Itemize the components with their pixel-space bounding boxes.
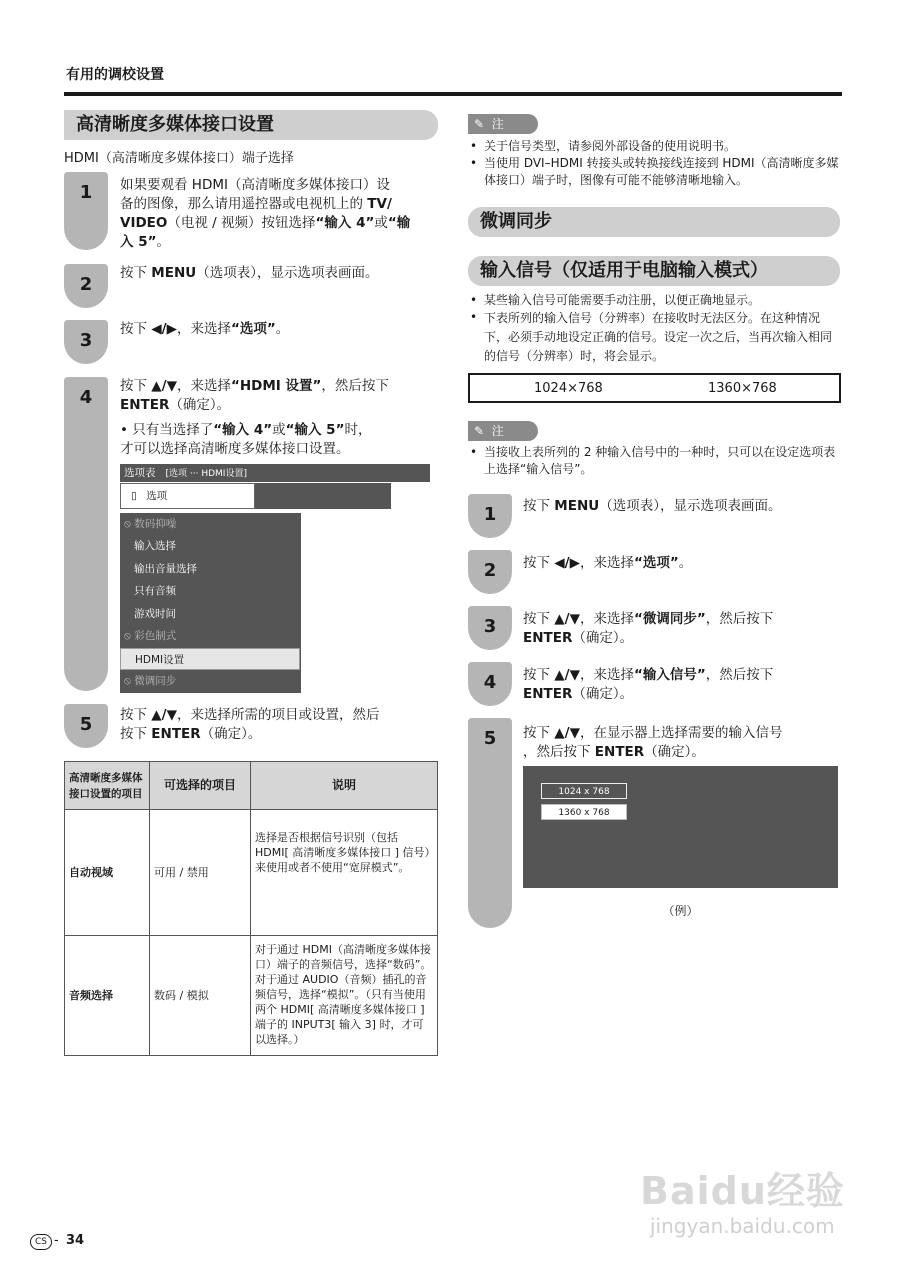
menu-item-noise-reduction: ⦸ 数码抑噪: [124, 518, 177, 530]
menu-item-fine-sync: ⦸ 微调同步: [124, 675, 177, 687]
step-2-text: 按下 MENU（选项表），显示选项表画面。: [120, 265, 379, 281]
osd-tab-bar: [255, 483, 391, 509]
table-row: 自动视域 可用 / 禁用 选择是否根据信号识别（包括 HDMI[ 高清晰度多媒体接口 ] 信号）来使用或者不使用“宽屏模式”。: [65, 810, 438, 936]
list-item: • 当使用 DVI–HDMI 转接头或转换接线连接到 HDMI（高清晰度多媒体接口）端子时，图像有可能不能够清晰地输入。: [470, 156, 839, 187]
resolution-option-1360[interactable]: 1360 x 768: [541, 804, 627, 820]
step-4-badge: 4: [64, 377, 108, 691]
resolution-box: [468, 373, 841, 403]
signal-select-screen: [523, 766, 838, 888]
note-badge-2: ✎ 注: [468, 421, 538, 441]
step-4-text: 按下 ▲/▼，来选择“HDMI 设置”，然后按下 ENTER（确定）。 • 只有当选择了“输入 4”或“输入 5”时， 才可以选择高清晰度多媒体接口设置。: [120, 378, 389, 457]
table-header-item: 高清晰度多媒体 接口设置的项目: [65, 762, 150, 810]
screen-caption: （例）: [662, 904, 699, 918]
menu-item-audio-only[interactable]: 只有音频: [134, 585, 176, 597]
hdmi-section-title: 高清晰度多媒体接口设置: [64, 110, 438, 140]
lock-icon: ⦸: [124, 518, 131, 530]
signal-step-1-badge: 1: [468, 494, 512, 538]
options-icon: ▯: [131, 490, 137, 502]
language-badge: CS: [30, 1234, 52, 1250]
input-signal-section-title: 输入信号（仅适用于电脑输入模式）: [468, 256, 840, 286]
signal-step-2-badge: 2: [468, 550, 512, 594]
signal-step-3-badge: 3: [468, 606, 512, 650]
menu-item-color-system: ⦸ 彩色制式: [124, 630, 177, 642]
signal-step-2-text: 按下 ◀/▶，来选择“选项”。: [523, 555, 693, 571]
step-1-text: 如果要观看 HDMI（高清晰度多媒体接口）设 备的图像，那么请用遥控器或电视机上的 TV/ VIDEO（电视 / 视频）按钮选择“输入 4”或“输 入 5”。: [120, 177, 411, 250]
note-1-list: [470, 138, 842, 189]
step-1-badge: 1: [64, 172, 108, 250]
lock-icon: ⦸: [124, 675, 131, 687]
list-item: • 下表所列的输入信号（分辨率）在接收时无法区分。在这种情况下，必须手动地设定正确的信号。设定一次之后，当再次输入相同的信号（分辨率）时，将会显示。: [470, 310, 833, 363]
step-2-badge: 2: [64, 264, 108, 308]
table-header-description: 说明: [251, 762, 438, 810]
lock-icon: ⦸: [124, 630, 131, 642]
table-row: 音频选择 数码 / 模拟 对于通过 HDMI（高清晰度多媒体接口）端子的音频信号，选择“数码”。对于通过 AUDIO（音频）插孔的音频信号，选择“模拟”。（只有当使用两个 HDMI[ 高清晰度多媒体接口 ] 端子的 INPUT3[ 输入 3] 时，才可以选择。）: [65, 936, 438, 1056]
header-rule: [64, 92, 842, 96]
list-item: • 某些输入信号可能需要手动注册，以便正确地显示。: [470, 293, 761, 307]
list-item: • 关于信号类型，请参阅外部设备的使用说明书。: [470, 139, 737, 153]
osd-menu-header: 选项表 [选项 ··· HDMI设置]: [120, 464, 430, 482]
finesync-section-title: 微调同步: [468, 207, 840, 237]
note-2-list: • 当接收上表所列的 2 种输入信号中的一种时，只可以在设定选项表上选择“输入信号”。: [470, 445, 836, 476]
resolution-a: 1024×768: [534, 381, 603, 396]
table-header-options: 可选择的项目: [150, 762, 251, 810]
menu-item-game-time[interactable]: 游戏时间: [134, 608, 176, 620]
signal-step-5-badge: 5: [468, 718, 512, 928]
resolution-option-1024[interactable]: 1024 x 768: [541, 783, 627, 799]
signal-step-3-text: 按下 ▲/▼，来选择“微调同步”，然后按下 ENTER（确定）。: [523, 611, 774, 646]
signal-step-4-text: 按下 ▲/▼，来选择“输入信号”，然后按下 ENTER（确定）。: [523, 667, 774, 702]
signal-step-1-text: 按下 MENU（选项表），显示选项表画面。: [523, 498, 782, 514]
watermark-url: jingyan.baidu.com: [650, 1214, 835, 1238]
note-badge-1: ✎ 注: [468, 114, 538, 134]
osd-tab-options[interactable]: ▯ 选项: [120, 483, 255, 509]
input-signal-bullets: [470, 292, 842, 366]
menu-item-hdmi-setup[interactable]: HDMI设置: [120, 648, 300, 670]
step-3-badge: 3: [64, 320, 108, 364]
footer-dash: -: [54, 1233, 59, 1248]
hdmi-settings-table: [64, 761, 438, 1056]
menu-item-output-volume[interactable]: 输出音量选择: [134, 563, 197, 575]
signal-step-4-badge: 4: [468, 662, 512, 706]
watermark-brand: Baidu经验: [640, 1169, 845, 1213]
step-5-badge: 5: [64, 704, 108, 748]
step-5-text: 按下 ▲/▼，来选择所需的项目或设置，然后 按下 ENTER（确定）。: [120, 707, 380, 742]
pencil-icon: ✎: [474, 117, 485, 131]
signal-step-5-text: 按下 ▲/▼，在显示器上选择需要的输入信号 ，然后按下 ENTER（确定）。: [523, 725, 783, 760]
osd-menu-list: [120, 513, 301, 693]
page-section-title: 有用的调校设置: [66, 67, 164, 83]
resolution-b: 1360×768: [708, 381, 777, 396]
hdmi-subtitle: HDMI（高清晰度多媒体接口）端子选择: [64, 151, 294, 166]
pencil-icon: ✎: [474, 424, 485, 438]
step-3-text: 按下 ◀/▶，来选择“选项”。: [120, 321, 290, 337]
menu-item-input-select[interactable]: 输入选择: [134, 540, 176, 552]
page-number: 34: [66, 1233, 85, 1248]
